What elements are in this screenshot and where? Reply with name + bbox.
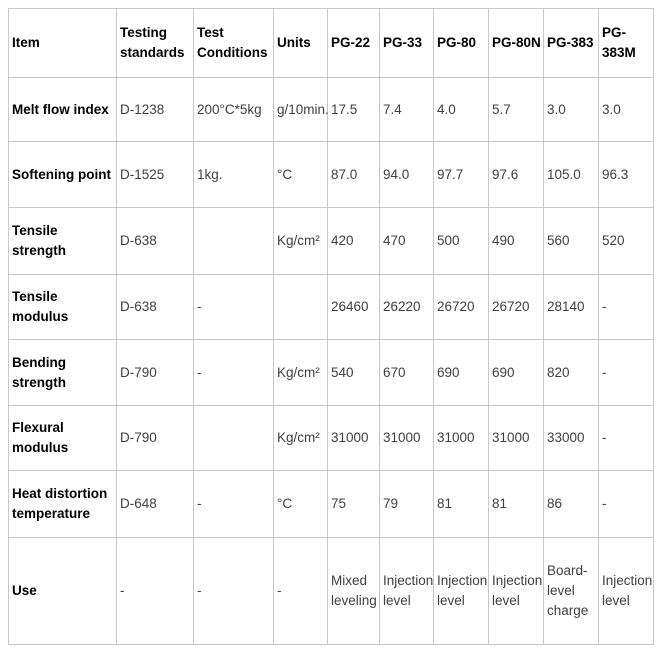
value-cell: Injection level xyxy=(434,538,489,645)
value-cell: 540 xyxy=(328,340,380,406)
value-cell: 86 xyxy=(544,471,599,538)
value-cell: 4.0 xyxy=(434,78,489,142)
table-row xyxy=(9,142,654,208)
value-cell: 490 xyxy=(489,208,544,275)
item-cell: Melt flow index xyxy=(9,78,117,142)
value-cell: 94.0 xyxy=(380,142,434,208)
value-cell: °C xyxy=(274,471,328,538)
item-cell: Heat distortion temperature xyxy=(9,471,117,538)
value-cell: D-648 xyxy=(117,471,194,538)
value-cell: g/10min. xyxy=(274,78,328,142)
value-cell: 79 xyxy=(380,471,434,538)
value-cell: 31000 xyxy=(380,406,434,471)
value-cell: 7.4 xyxy=(380,78,434,142)
value-cell: 670 xyxy=(380,340,434,406)
column-header-pg-383: PG-383 xyxy=(544,9,599,78)
value-cell: 420 xyxy=(328,208,380,275)
item-cell: Use xyxy=(9,538,117,645)
value-cell: - xyxy=(599,406,654,471)
value-cell: 690 xyxy=(489,340,544,406)
value-cell: 820 xyxy=(544,340,599,406)
item-cell: Flexural modulus xyxy=(9,406,117,471)
value-cell: - xyxy=(599,275,654,340)
value-cell: 26720 xyxy=(489,275,544,340)
value-cell: D-1525 xyxy=(117,142,194,208)
value-cell: - xyxy=(194,538,274,645)
page xyxy=(0,8,662,666)
header-row xyxy=(9,9,654,78)
value-cell: 200°C*5kg xyxy=(194,78,274,142)
value-cell: 81 xyxy=(434,471,489,538)
value-cell: Injection level xyxy=(599,538,654,645)
value-cell: D-638 xyxy=(117,208,194,275)
value-cell: °C xyxy=(274,142,328,208)
value-cell: - xyxy=(274,538,328,645)
value-cell: D-1238 xyxy=(117,78,194,142)
column-header-pg-80: PG-80 xyxy=(434,9,489,78)
column-header-pg-383m: PG-383M xyxy=(599,9,654,78)
item-cell: Bending strength xyxy=(9,340,117,406)
column-header-pg-22: PG-22 xyxy=(328,9,380,78)
value-cell: D-790 xyxy=(117,406,194,471)
table-row xyxy=(9,78,654,142)
value-cell: 105.0 xyxy=(544,142,599,208)
value-cell: D-638 xyxy=(117,275,194,340)
value-cell: Injection level xyxy=(380,538,434,645)
value-cell: - xyxy=(599,340,654,406)
value-cell: 28140 xyxy=(544,275,599,340)
value-cell xyxy=(194,406,274,471)
table-row xyxy=(9,275,654,340)
value-cell: Injection level xyxy=(489,538,544,645)
spec-table xyxy=(8,8,654,645)
value-cell: 3.0 xyxy=(544,78,599,142)
item-cell: Tensile strength xyxy=(9,208,117,275)
column-header-units: Units xyxy=(274,9,328,78)
value-cell: 26720 xyxy=(434,275,489,340)
value-cell: Kg/cm² xyxy=(274,208,328,275)
value-cell: D-790 xyxy=(117,340,194,406)
value-cell: 3.0 xyxy=(599,78,654,142)
value-cell: 31000 xyxy=(489,406,544,471)
value-cell: 500 xyxy=(434,208,489,275)
value-cell: 31000 xyxy=(328,406,380,471)
value-cell: 97.6 xyxy=(489,142,544,208)
value-cell: 5.7 xyxy=(489,78,544,142)
table-row xyxy=(9,471,654,538)
value-cell: 520 xyxy=(599,208,654,275)
value-cell: 26220 xyxy=(380,275,434,340)
item-cell: Tensile modulus xyxy=(9,275,117,340)
table-row xyxy=(9,406,654,471)
column-header-testing-standards: Testing standards xyxy=(117,9,194,78)
value-cell: - xyxy=(117,538,194,645)
value-cell: 26460 xyxy=(328,275,380,340)
value-cell: 33000 xyxy=(544,406,599,471)
value-cell: 470 xyxy=(380,208,434,275)
value-cell: 690 xyxy=(434,340,489,406)
value-cell: Kg/cm² xyxy=(274,406,328,471)
value-cell xyxy=(274,275,328,340)
table-row xyxy=(9,340,654,406)
table-row xyxy=(9,208,654,275)
column-header-pg-80n: PG-80N xyxy=(489,9,544,78)
column-header-pg-33: PG-33 xyxy=(380,9,434,78)
value-cell: - xyxy=(194,275,274,340)
value-cell: 97.7 xyxy=(434,142,489,208)
value-cell: 81 xyxy=(489,471,544,538)
value-cell: 75 xyxy=(328,471,380,538)
value-cell: 1kg. xyxy=(194,142,274,208)
value-cell: 87.0 xyxy=(328,142,380,208)
value-cell: 96.3 xyxy=(599,142,654,208)
value-cell: - xyxy=(599,471,654,538)
item-cell: Softening point xyxy=(9,142,117,208)
column-header-test-conditions: Test Conditions xyxy=(194,9,274,78)
value-cell: 31000 xyxy=(434,406,489,471)
value-cell: 17.5 xyxy=(328,78,380,142)
value-cell: 560 xyxy=(544,208,599,275)
value-cell: Mixed leveling xyxy=(328,538,380,645)
column-header-item: Item xyxy=(9,9,117,78)
table-row xyxy=(9,538,654,645)
value-cell: Kg/cm² xyxy=(274,340,328,406)
value-cell xyxy=(194,208,274,275)
value-cell: - xyxy=(194,340,274,406)
value-cell: - xyxy=(194,471,274,538)
value-cell: Board-level charge xyxy=(544,538,599,645)
